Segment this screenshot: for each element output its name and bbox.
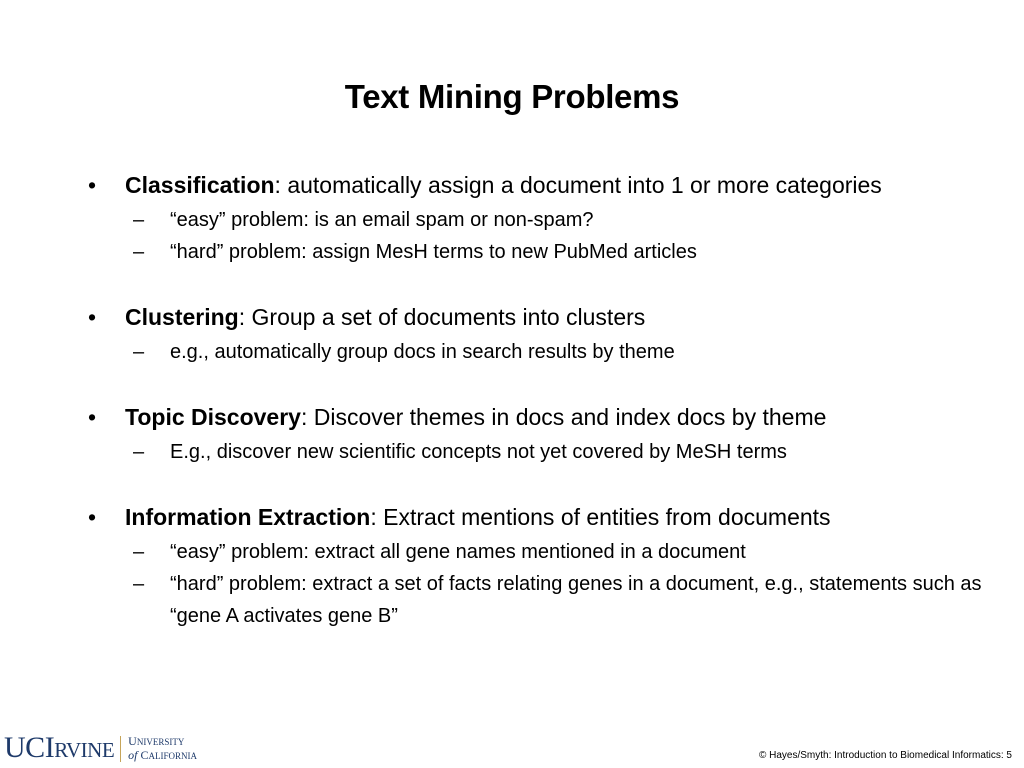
dash-icon: – [133, 541, 145, 563]
bullet-term: Information Extraction [125, 504, 371, 530]
logo-university-u: U [128, 734, 137, 748]
bullet-text: : Extract mentions of entities from documents [370, 504, 831, 530]
bullet-group-information-extraction [88, 498, 988, 632]
dash-icon: – [133, 573, 145, 595]
logo-california-rest: ALIFORNIA [148, 751, 198, 761]
bullet-item [88, 398, 988, 436]
dash-icon: – [133, 441, 145, 463]
sub-list [88, 204, 988, 268]
sub-item [133, 204, 988, 236]
bullet-term: Clustering [125, 304, 239, 330]
logo-california-line [128, 749, 197, 763]
logo-of: of [128, 748, 138, 762]
logo-california-c: C [140, 748, 149, 762]
bullet-icon: • [88, 304, 97, 330]
dash-icon: – [133, 241, 145, 263]
slide-title: Text Mining Problems [344, 78, 680, 115]
logo-wordmark [4, 733, 114, 765]
dash-icon: – [133, 209, 145, 231]
bullet-item [88, 166, 988, 204]
bullet-list [88, 166, 988, 632]
logo-i: I [44, 731, 55, 764]
bullet-group-classification [88, 166, 988, 268]
bullet-group-clustering [88, 298, 988, 368]
sub-item [133, 336, 988, 368]
sub-item [133, 436, 988, 468]
sub-text: “easy” problem: extract all gene names mentioned in a document [170, 541, 746, 563]
sub-text: “easy” problem: is an email spam or non-spam? [170, 209, 594, 231]
sub-text: E.g., discover new scientific concepts not yet covered by MeSH terms [170, 441, 787, 463]
logo-divider [120, 736, 121, 762]
sub-text: “hard” problem: extract a set of facts relating genes in a document, e.g., statements such as “gene A activates gene B” [170, 573, 982, 627]
sub-text: e.g., automatically group docs in search results by theme [170, 341, 675, 363]
slide-footer: © Hayes/Smyth: Introduction to Biomedical Informatics: 5 [758, 750, 1012, 761]
bullet-term: Topic Discovery [125, 404, 301, 430]
sub-item [133, 536, 988, 568]
sub-item [133, 236, 988, 268]
bullet-icon: • [88, 504, 97, 530]
bullet-text: : Discover themes in docs and index docs by theme [300, 404, 827, 430]
uc-irvine-logo [4, 733, 197, 765]
bullet-text: : automatically assign a document into 1 or more categories [274, 172, 882, 198]
logo-university-line [128, 735, 197, 749]
logo-rvine: RVINE [54, 738, 115, 762]
logo-uc: UC [4, 731, 45, 764]
sub-list [88, 436, 988, 468]
sub-list [88, 536, 988, 632]
dash-icon: – [133, 341, 145, 363]
sub-list [88, 336, 988, 368]
logo-university-of-california [128, 735, 197, 763]
sub-item [133, 568, 988, 632]
bullet-term: Classification [125, 172, 275, 198]
bullet-item [88, 498, 988, 536]
bullet-group-topic-discovery [88, 398, 988, 468]
bullet-item [88, 298, 988, 336]
bullet-text: : Group a set of documents into clusters [238, 304, 646, 330]
bullet-icon: • [88, 404, 97, 430]
sub-text: “hard” problem: assign MesH terms to new PubMed articles [170, 241, 697, 263]
bullet-icon: • [88, 172, 97, 198]
logo-university-rest: NIVERSITY [136, 737, 185, 747]
